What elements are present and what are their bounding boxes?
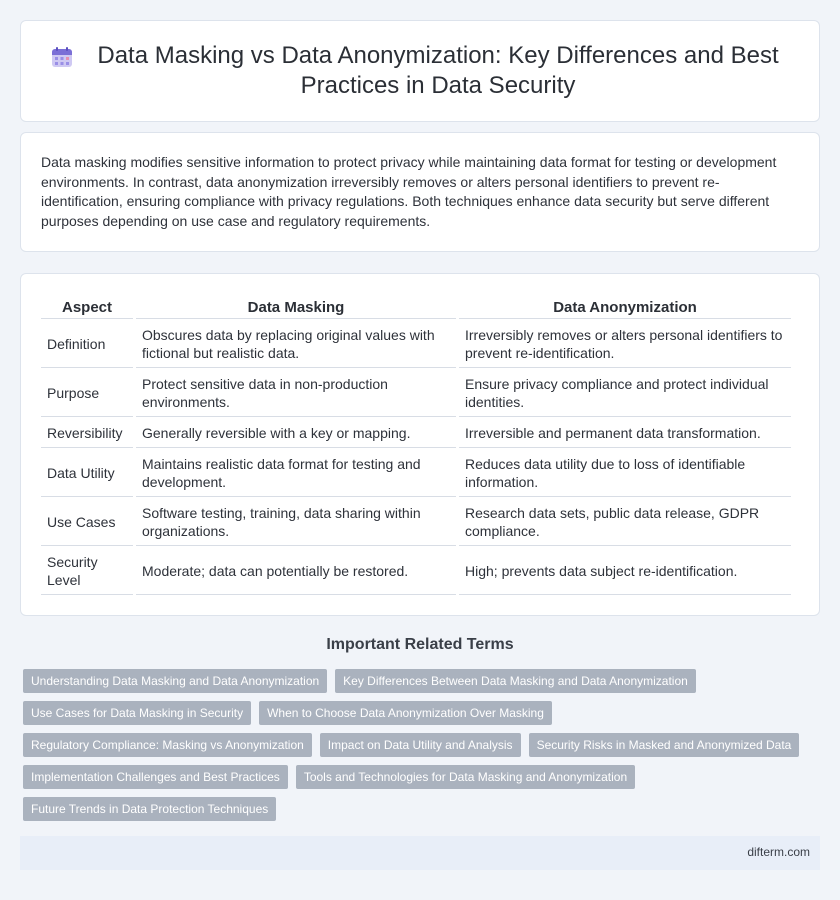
related-term-tag[interactable]: Security Risks in Masked and Anonymized Data xyxy=(529,733,800,757)
term-row xyxy=(23,669,823,693)
table-row xyxy=(41,319,791,368)
related-term-tag[interactable]: Understanding Data Masking and Data Anonymization xyxy=(23,669,327,693)
term-row xyxy=(23,701,823,725)
table-row xyxy=(41,448,791,497)
header-aspect: Aspect xyxy=(41,292,133,319)
aspect-cell: Purpose xyxy=(41,368,133,417)
table-row xyxy=(41,417,791,448)
anonymization-cell: Reduces data utility due to loss of identifiable information. xyxy=(459,448,791,497)
comparison-table xyxy=(38,292,794,595)
title-wrap xyxy=(51,41,789,101)
table-row xyxy=(41,546,791,595)
intro-card xyxy=(20,132,820,252)
related-terms-list xyxy=(23,669,823,829)
related-term-tag[interactable]: Implementation Challenges and Best Practices xyxy=(23,765,288,789)
aspect-cell: Use Cases xyxy=(41,497,133,546)
table-row xyxy=(41,368,791,417)
masking-cell: Obscures data by replacing original values with fictional but realistic data. xyxy=(136,319,456,368)
intro-paragraph: Data masking modifies sensitive information to protect privacy while maintaining data format for testing or development environments. In contrast, data anonymization irreversibly removes or alters personal identifiers to prevent re-identification, ensuring compliance with privacy regulations. Both techniques enhance data security but serve different purposes depending on use case and regulatory requirements. xyxy=(41,154,777,229)
masking-cell: Moderate; data can potentially be restored. xyxy=(136,546,456,595)
comparison-card xyxy=(20,273,820,616)
header-data-masking: Data Masking xyxy=(136,292,456,319)
related-term-tag[interactable]: Future Trends in Data Protection Techniques xyxy=(23,797,276,821)
anonymization-cell: Irreversible and permanent data transformation. xyxy=(459,417,791,448)
term-row xyxy=(23,733,823,757)
related-term-tag[interactable]: Regulatory Compliance: Masking vs Anonymization xyxy=(23,733,312,757)
related-term-tag[interactable]: Use Cases for Data Masking in Security xyxy=(23,701,251,725)
masking-cell: Generally reversible with a key or mapping. xyxy=(136,417,456,448)
table-row xyxy=(41,497,791,546)
title-card xyxy=(20,20,820,122)
masking-cell: Maintains realistic data format for testing and development. xyxy=(136,448,456,497)
anonymization-cell: High; prevents data subject re-identification. xyxy=(459,546,791,595)
header-data-anonymization: Data Anonymization xyxy=(459,292,791,319)
masking-cell: Protect sensitive data in non-production environments. xyxy=(136,368,456,417)
related-terms-title: Important Related Terms xyxy=(326,636,514,653)
related-term-tag[interactable]: Tools and Technologies for Data Masking and Anonymization xyxy=(296,765,635,789)
term-row xyxy=(23,765,823,789)
related-term-tag[interactable]: Impact on Data Utility and Analysis xyxy=(320,733,521,757)
footer xyxy=(20,836,820,870)
calendar-icon xyxy=(51,46,73,68)
related-term-tag[interactable]: Key Differences Between Data Masking and Data Anonymization xyxy=(335,669,696,693)
aspect-cell: Data Utility xyxy=(41,448,133,497)
anonymization-cell: Ensure privacy compliance and protect individual identities. xyxy=(459,368,791,417)
aspect-cell: Security Level xyxy=(41,546,133,595)
anonymization-cell: Research data sets, public data release, GDPR compliance. xyxy=(459,497,791,546)
page-title: Data Masking vs Data Anonymization: Key Differences and Best Practices in Data Security xyxy=(97,42,779,99)
aspect-cell: Definition xyxy=(41,319,133,368)
related-term-tag[interactable]: When to Choose Data Anonymization Over Masking xyxy=(259,701,552,725)
masking-cell: Software testing, training, data sharing within organizations. xyxy=(136,497,456,546)
term-row xyxy=(23,797,823,821)
anonymization-cell: Irreversibly removes or alters personal identifiers to prevent re-identification. xyxy=(459,319,791,368)
footer-site[interactable]: difterm.com xyxy=(747,845,810,859)
aspect-cell: Reversibility xyxy=(41,417,133,448)
